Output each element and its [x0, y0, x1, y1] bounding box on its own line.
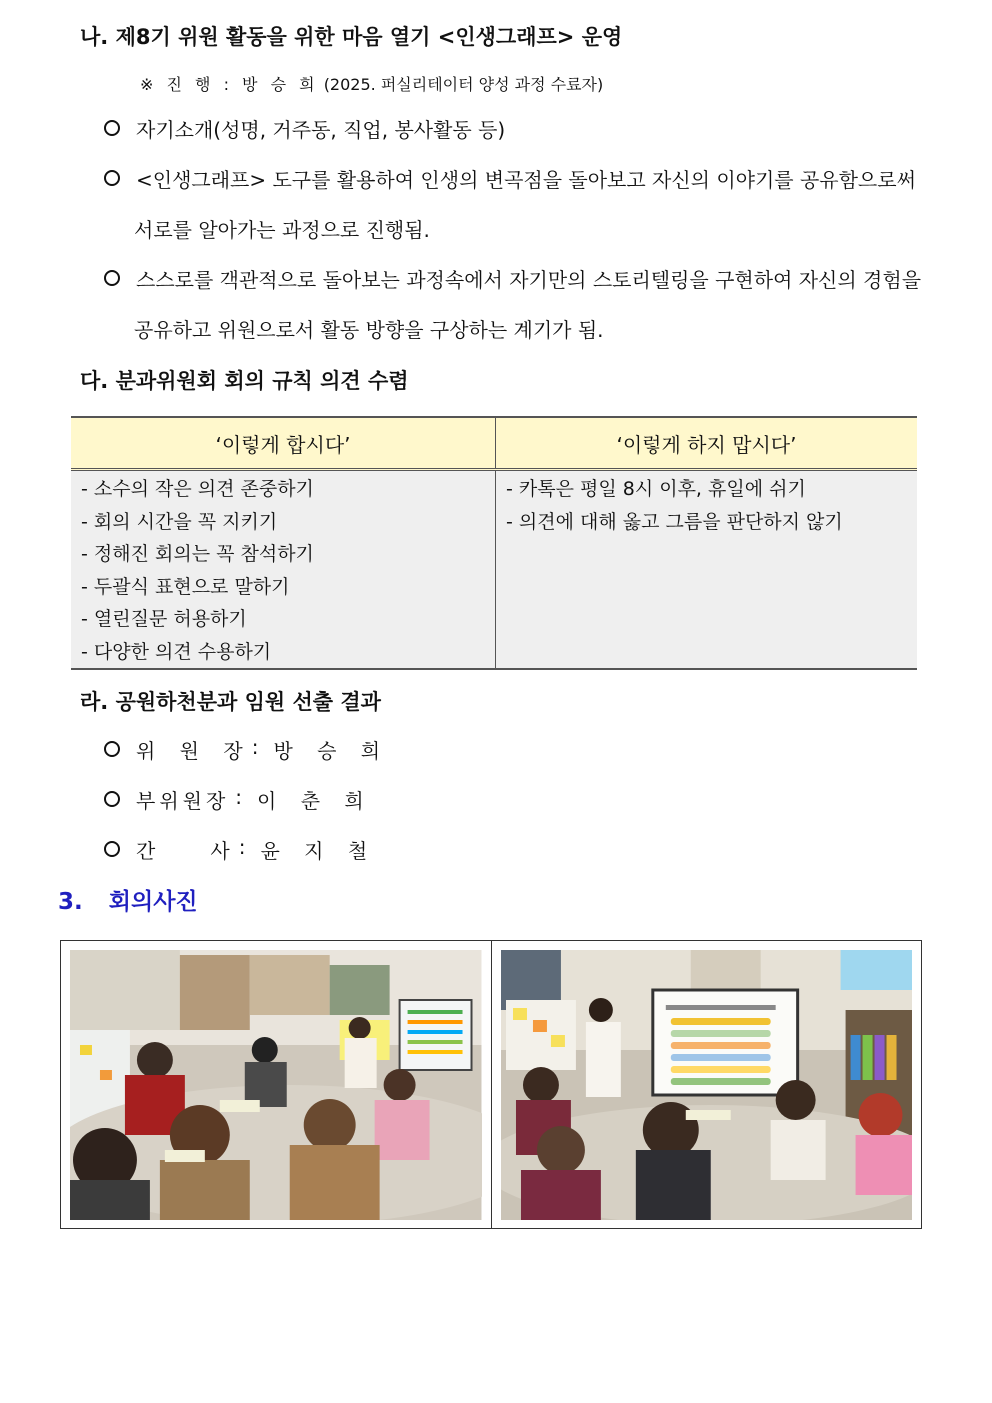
list-item: - 소수의 작은 의견 존중하기	[81, 478, 314, 500]
table-header-row	[71, 417, 917, 470]
list-item: - 정해진 회의는 꼭 참석하기	[81, 543, 314, 565]
officer-vice-chair	[104, 785, 373, 814]
list-item: - 카톡은 평일 8시 이후, 휴일에 쉬기	[506, 478, 806, 500]
officer-name: 이 춘 희	[257, 789, 373, 813]
section-na-title: 나. 제8기 위원 활동을 위한 마음 열기 <인생그래프> 운영	[80, 25, 623, 49]
bullet-lifegraph	[104, 164, 916, 193]
list-item: - 다양한 의견 수용하기	[81, 640, 272, 663]
bullet-text: <인생그래프> 도구를 활용하여 인생의 변곡점을 돌아보고 자신의 이야기를 공유함으로써	[136, 168, 916, 192]
list-item: - 두괄식 표현으로 말하기	[81, 575, 290, 598]
section-ra-title: 라. 공원하천분과 임원 선출 결과	[80, 690, 381, 714]
meeting-photos-frame	[60, 940, 922, 1229]
section-number: 3.	[58, 889, 83, 915]
bullet-intro	[104, 114, 505, 143]
meeting-photo-right	[501, 950, 913, 1220]
do-cell	[71, 470, 496, 670]
dont-cell	[496, 470, 918, 670]
header-dont: ‘이렇게 하지 맙시다’	[496, 417, 918, 470]
facilitator-label: ※ 진 행 : 방 승 희	[140, 75, 319, 94]
officer-chair	[104, 735, 389, 764]
officer-secretary	[104, 835, 376, 864]
meeting-photo-left	[70, 950, 482, 1220]
table-row	[71, 470, 917, 670]
colon: :	[235, 785, 252, 809]
officer-role: 간 사	[136, 839, 239, 863]
bullet-text: 스스로를 객관적으로 돌아보는 과정속에서 자기만의 스토리텔링을 구현하여 자신의 경험을	[136, 268, 922, 292]
list-item: - 열린질문 허용하기	[81, 608, 247, 630]
circle-bullet-icon	[104, 741, 120, 757]
officer-role: 부위원장	[136, 789, 230, 813]
list-item: - 의견에 대해 옳고 그름을 판단하지 않기	[506, 510, 843, 533]
bullet-storytelling-cont: 공유하고 위원으로서 활동 방향을 구상하는 계기가 됨.	[134, 318, 604, 342]
section-3-heading	[58, 883, 198, 916]
photo-cell-left	[61, 941, 491, 1228]
section-title: 회의사진	[108, 889, 198, 915]
facilitator-credential: (2025. 퍼실리테이터 양성 과정 수료자)	[323, 75, 604, 94]
section-da-title: 다. 분과위원회 회의 규칙 의견 수렴	[80, 369, 409, 393]
facilitator-note	[140, 72, 603, 95]
officer-name: 윤 지 철	[260, 839, 377, 863]
circle-bullet-icon	[104, 791, 120, 807]
circle-bullet-icon	[104, 270, 120, 286]
officer-role: 위 원 장	[136, 739, 252, 763]
bullet-storytelling	[104, 264, 921, 293]
colon: :	[251, 735, 268, 759]
list-item: - 회의 시간을 꼭 지키기	[81, 510, 278, 533]
bullet-lifegraph-cont: 서로를 알아가는 과정으로 진행됨.	[134, 218, 430, 242]
circle-bullet-icon	[104, 841, 120, 857]
bullet-text: 자기소개(성명, 거주동, 직업, 봉사활동 등)	[136, 118, 506, 142]
header-do: ‘이렇게 합시다’	[71, 417, 496, 470]
meeting-rules-table	[71, 416, 917, 670]
officer-name: 방 승 희	[273, 739, 390, 763]
photo-cell-right	[491, 941, 922, 1228]
circle-bullet-icon	[104, 120, 120, 136]
circle-bullet-icon	[104, 170, 120, 186]
colon: :	[238, 835, 255, 859]
